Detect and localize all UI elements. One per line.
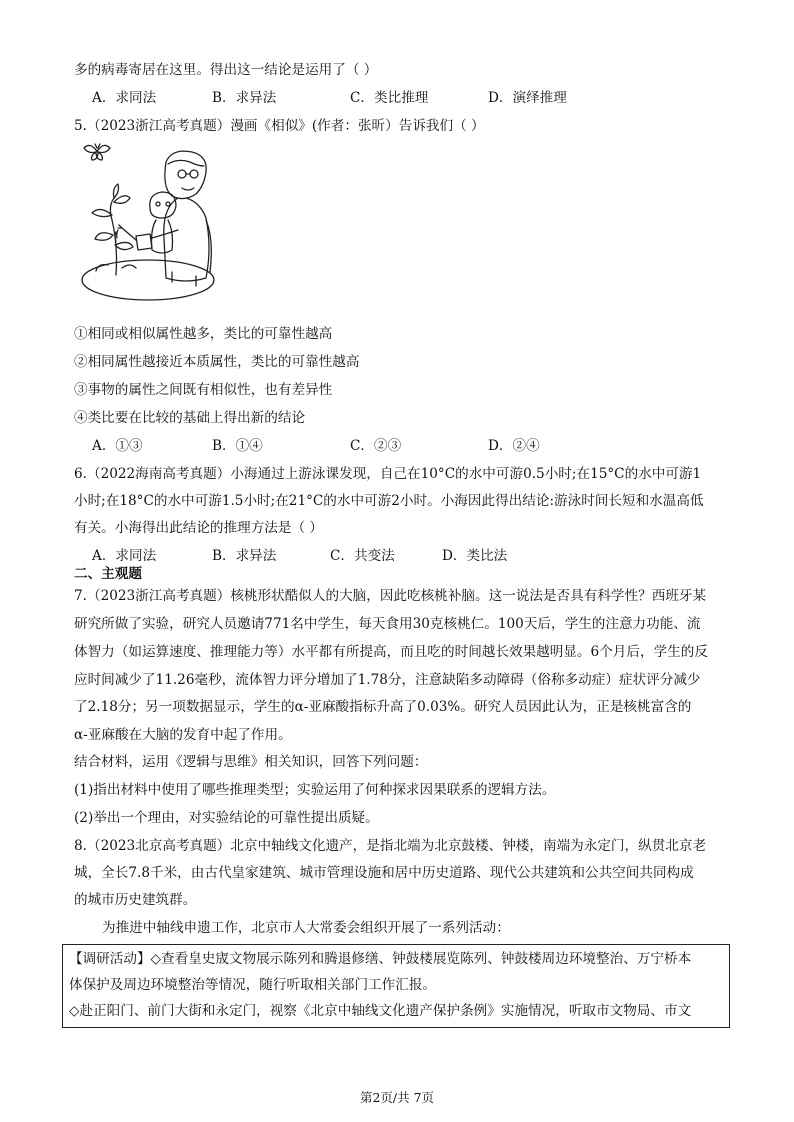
q4-option-c: C．类比推理 — [350, 90, 429, 106]
cartoon-teacher-watering-plant-icon — [78, 140, 228, 305]
q5-option-b: B．①④ — [212, 438, 263, 454]
q8-line-2: 城，全长7.8千米，由古代皇家建筑、城市管理设施和居中历史道路、现代公共建筑和公共空间共同构成 — [74, 865, 694, 881]
q8-box-line-1: 【调研活动】◇查看皇史宬文物展示陈列和腾退修缮、钟鼓楼展览陈列、钟鼓楼周边环境整治、万宁桥本 — [69, 951, 692, 967]
q6-line-1: 6.（2022海南高考真题）小海通过上游泳课发现，自己在10°C的水中可游0.5小时;在15°C的水中可游1 — [74, 466, 702, 482]
q8-material-box — [62, 944, 730, 1028]
q6-option-b: B．求异法 — [212, 548, 277, 564]
q6-options — [92, 546, 507, 566]
q5-statement-2: ②相同属性越接近本质属性，类比的可靠性越高 — [74, 354, 360, 370]
q5-statement-1: ①相同或相似属性越多，类比的可靠性越高 — [74, 326, 333, 342]
q4-option-d: D．演绎推理 — [488, 90, 567, 106]
q5-options — [92, 436, 540, 456]
q5-stem: 5.（2023浙江高考真题）漫画《相似》(作者：张昕）告诉我们（ ） — [74, 118, 485, 134]
q6-option-d: D．类比法 — [442, 548, 508, 564]
q6-line-2: 小时;在18°C的水中可游1.5小时;在21°C的水中可游2小时。小海因此得出结论:游泳时间长短和水温高低 — [74, 493, 704, 509]
q7-line-6: α-亚麻酸在大脑的发育中起了作用。 — [74, 727, 292, 743]
section-heading: 二、主观题 — [74, 566, 142, 582]
q5-statement-3: ③事物的属性之间既有相似性，也有差异性 — [74, 382, 333, 398]
q4-options — [92, 88, 567, 108]
q8-box-line-2: 体保护及周边环境整治等情况，随行听取相关部门工作汇报。 — [69, 977, 437, 993]
q8-line-3: 的城市历史建筑群。 — [74, 892, 197, 908]
q4-tail-text: 多的病毒寄居在这里。得出这一结论是运用了（ ） — [74, 62, 378, 78]
q6-line-3: 有关。小海得出此结论的推理方法是（ ） — [74, 520, 324, 536]
q7-line-1: 7.（2023浙江高考真题）核桃形状酷似人的大脑，因此吃核桃补脑。这一说法是否具有科学性？西班牙某 — [74, 588, 707, 604]
q5-option-d: D．②④ — [488, 438, 540, 454]
q7-line-4: 应时间减少了11.26毫秒，流体智力评分增加了1.78分，注意缺陷多动障碍（俗称多动症）症状评分减少 — [74, 672, 701, 688]
q7-line-3: 体智力（如运算速度、推理能力等）水平都有所提高，而且吃的时间越长效果越明显。6个月后，学生的反 — [74, 644, 708, 660]
q5-statement-4: ④类比要在比较的基础上得出新的结论 — [74, 410, 306, 426]
q8-line-1: 8.（2023北京高考真题）北京中轴线文化遗产，是指北端为北京鼓楼、钟楼，南端为永定门，纵贯北京老 — [74, 838, 707, 854]
q8-box-line-3: ◇赴正阳门、前门大街和永定门，视察《北京中轴线文化遗产保护条例》实施情况，听取市文物局、市文 — [69, 1003, 692, 1019]
q7-question-1: (1)指出材料中使用了哪些推理类型；实验运用了何种探求因果联系的逻辑方法。 — [74, 782, 556, 798]
page-footer: 第2页/共 7页 — [359, 1090, 435, 1105]
q6-option-c: C．共变法 — [330, 548, 395, 564]
q7-line-5: 了2.18分；另一项数据显示，学生的α-亚麻酸指标升高了0.03%。研究人员因此认为，正是核桃富含的 — [74, 699, 692, 715]
q7-line-2: 研究所做了实验，研究人员邀请771名中学生，每天食用30克核桃仁。100天后，学生的注意力功能、流 — [74, 616, 701, 632]
q8-line-4: 为推进中轴线申遗工作，北京市人大常委会组织开展了一系列活动： — [102, 920, 510, 936]
q5-option-a: A．①③ — [92, 438, 143, 454]
q4-option-a: A．求同法 — [92, 90, 157, 106]
q4-option-b: B．求异法 — [212, 90, 277, 106]
q5-option-c: C．②③ — [350, 438, 402, 454]
q7-line-7: 结合材料，运用《逻辑与思维》相关知识，回答下列问题： — [74, 754, 428, 770]
q6-option-a: A．求同法 — [92, 548, 157, 564]
q7-question-2: (2)举出一个理由，对实验结论的可靠性提出质疑。 — [74, 810, 379, 826]
